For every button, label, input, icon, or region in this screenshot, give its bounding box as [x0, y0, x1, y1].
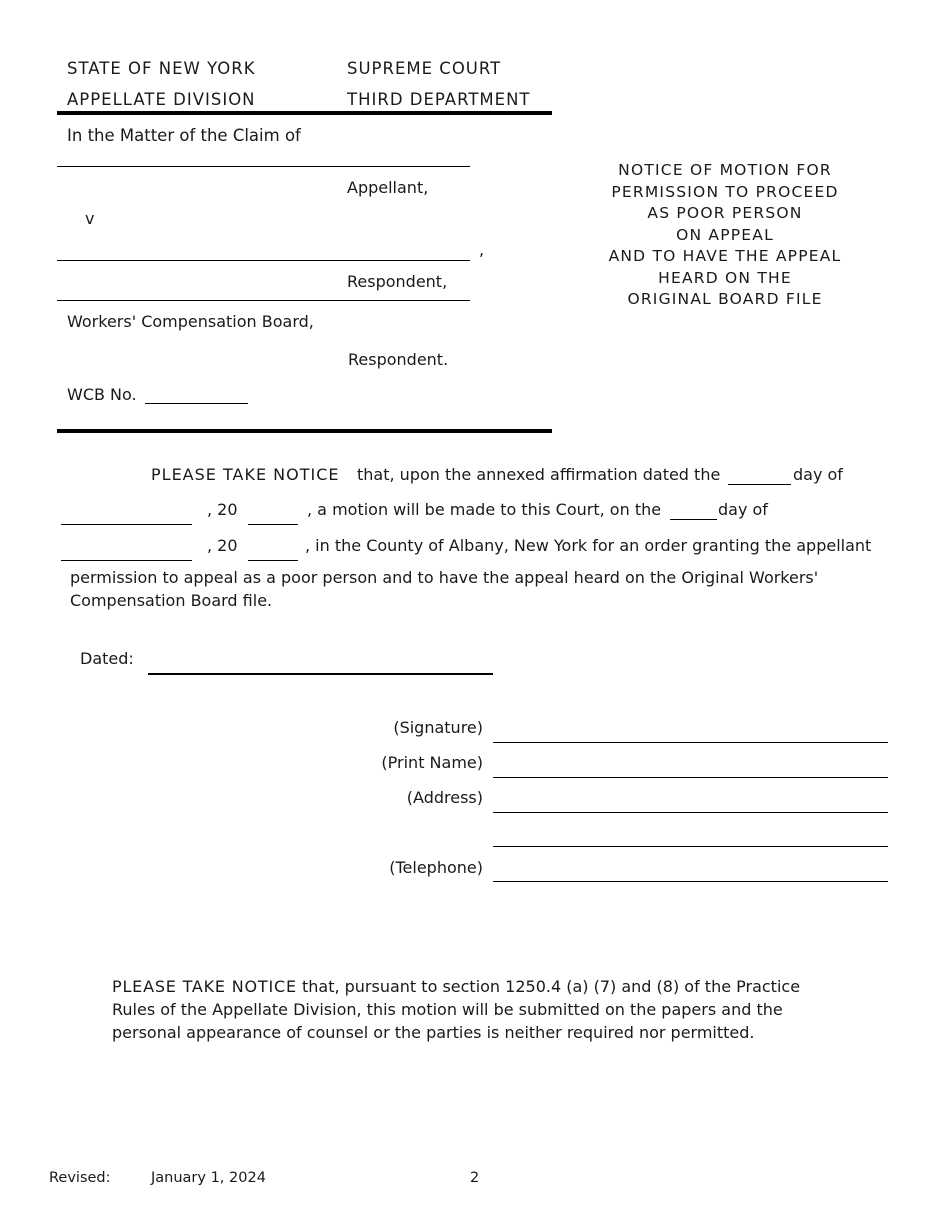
- notice-line-3: , in the County of Albany, New York for an order granting the appellant: [305, 536, 872, 555]
- day-of-label-2: day of: [718, 500, 768, 519]
- board-label: Workers' Compensation Board,: [67, 312, 314, 331]
- affirmation-month-field[interactable]: [61, 524, 192, 525]
- title-line: AND TO HAVE THE APPEAL: [608, 247, 842, 265]
- caption-bottom-rule: [57, 429, 552, 433]
- notice-line-2: , a motion will be made to this Court, on the: [307, 500, 662, 519]
- title-line: NOTICE OF MOTION FOR: [618, 161, 832, 179]
- court-division: APPELLATE DIVISION: [67, 90, 256, 109]
- court-state: STATE OF NEW YORK: [67, 59, 256, 78]
- affirmation-year-field[interactable]: [248, 524, 298, 525]
- caption-divider: [57, 300, 470, 301]
- claimant-name-line[interactable]: [57, 166, 470, 167]
- notice-line-4: permission to appeal as a poor person and to have the appeal heard on the Original Workers': [70, 568, 819, 587]
- court-department: THIRD DEPARTMENT: [347, 90, 531, 109]
- telephone-label: (Telephone): [389, 858, 483, 877]
- year-prefix-2: , 20: [207, 536, 238, 555]
- signature-field[interactable]: [493, 742, 888, 743]
- year-prefix-1: , 20: [207, 500, 238, 519]
- matter-of-label: In the Matter of the Claim of: [67, 126, 301, 145]
- versus-label: v: [85, 209, 95, 228]
- revised-date: January 1, 2024: [151, 1170, 266, 1186]
- practice-notice: [112, 975, 842, 1044]
- motion-year-field[interactable]: [248, 560, 298, 561]
- notice-line-1: that, upon the annexed affirmation dated the: [357, 465, 721, 484]
- caption-top-rule: [57, 111, 552, 115]
- title-line: HEARD ON THE: [658, 268, 792, 287]
- print-name-field[interactable]: [493, 777, 888, 778]
- wcb-no-label: WCB No.: [67, 385, 137, 404]
- title-line: ON APPEAL: [676, 225, 774, 244]
- notice-lead: PLEASE TAKE NOTICE: [151, 465, 340, 484]
- telephone-field[interactable]: [493, 881, 888, 882]
- title-line: PERMISSION TO PROCEED: [611, 182, 839, 201]
- appellant-label: Appellant,: [347, 178, 429, 197]
- practice-notice-line-2: Rules of the Appellate Division, this motion will be submitted on the papers and the: [112, 1000, 783, 1019]
- practice-notice-line-3: personal appearance of counsel or the parties is neither required nor permitted.: [112, 1023, 755, 1042]
- title-line: ORIGINAL BOARD FILE: [627, 290, 823, 308]
- practice-notice-lead: PLEASE TAKE NOTICE: [112, 977, 297, 996]
- motion-month-field[interactable]: [61, 560, 192, 561]
- day-of-label-1: day of: [793, 465, 843, 484]
- title-line: AS POOR PERSON: [647, 204, 803, 222]
- respondent-label-1: Respondent,: [347, 272, 448, 291]
- wcb-no-field[interactable]: [145, 403, 248, 404]
- revised-label: Revised:: [49, 1170, 111, 1186]
- motion-title: [600, 160, 850, 311]
- dated-label: Dated:: [80, 649, 134, 668]
- motion-day-field[interactable]: [670, 519, 717, 520]
- respondent-label-2: Respondent.: [348, 350, 449, 369]
- address-field-1[interactable]: [493, 812, 888, 813]
- print-name-label: (Print Name): [381, 753, 483, 772]
- court-name: SUPREME COURT: [347, 59, 502, 78]
- respondent-name-line[interactable]: [57, 260, 470, 261]
- signature-label: (Signature): [393, 718, 483, 737]
- respondent-comma: ,: [479, 240, 485, 259]
- affirmation-day-field[interactable]: [728, 484, 791, 485]
- address-field-2[interactable]: [493, 846, 888, 847]
- page-number: 2: [470, 1170, 480, 1186]
- address-label: (Address): [406, 788, 483, 807]
- dated-field[interactable]: [148, 673, 493, 675]
- notice-line-5: Compensation Board file.: [70, 591, 273, 610]
- practice-notice-line-1: that, pursuant to section 1250.4 (a) (7) and (8) of the Practice: [301, 977, 801, 996]
